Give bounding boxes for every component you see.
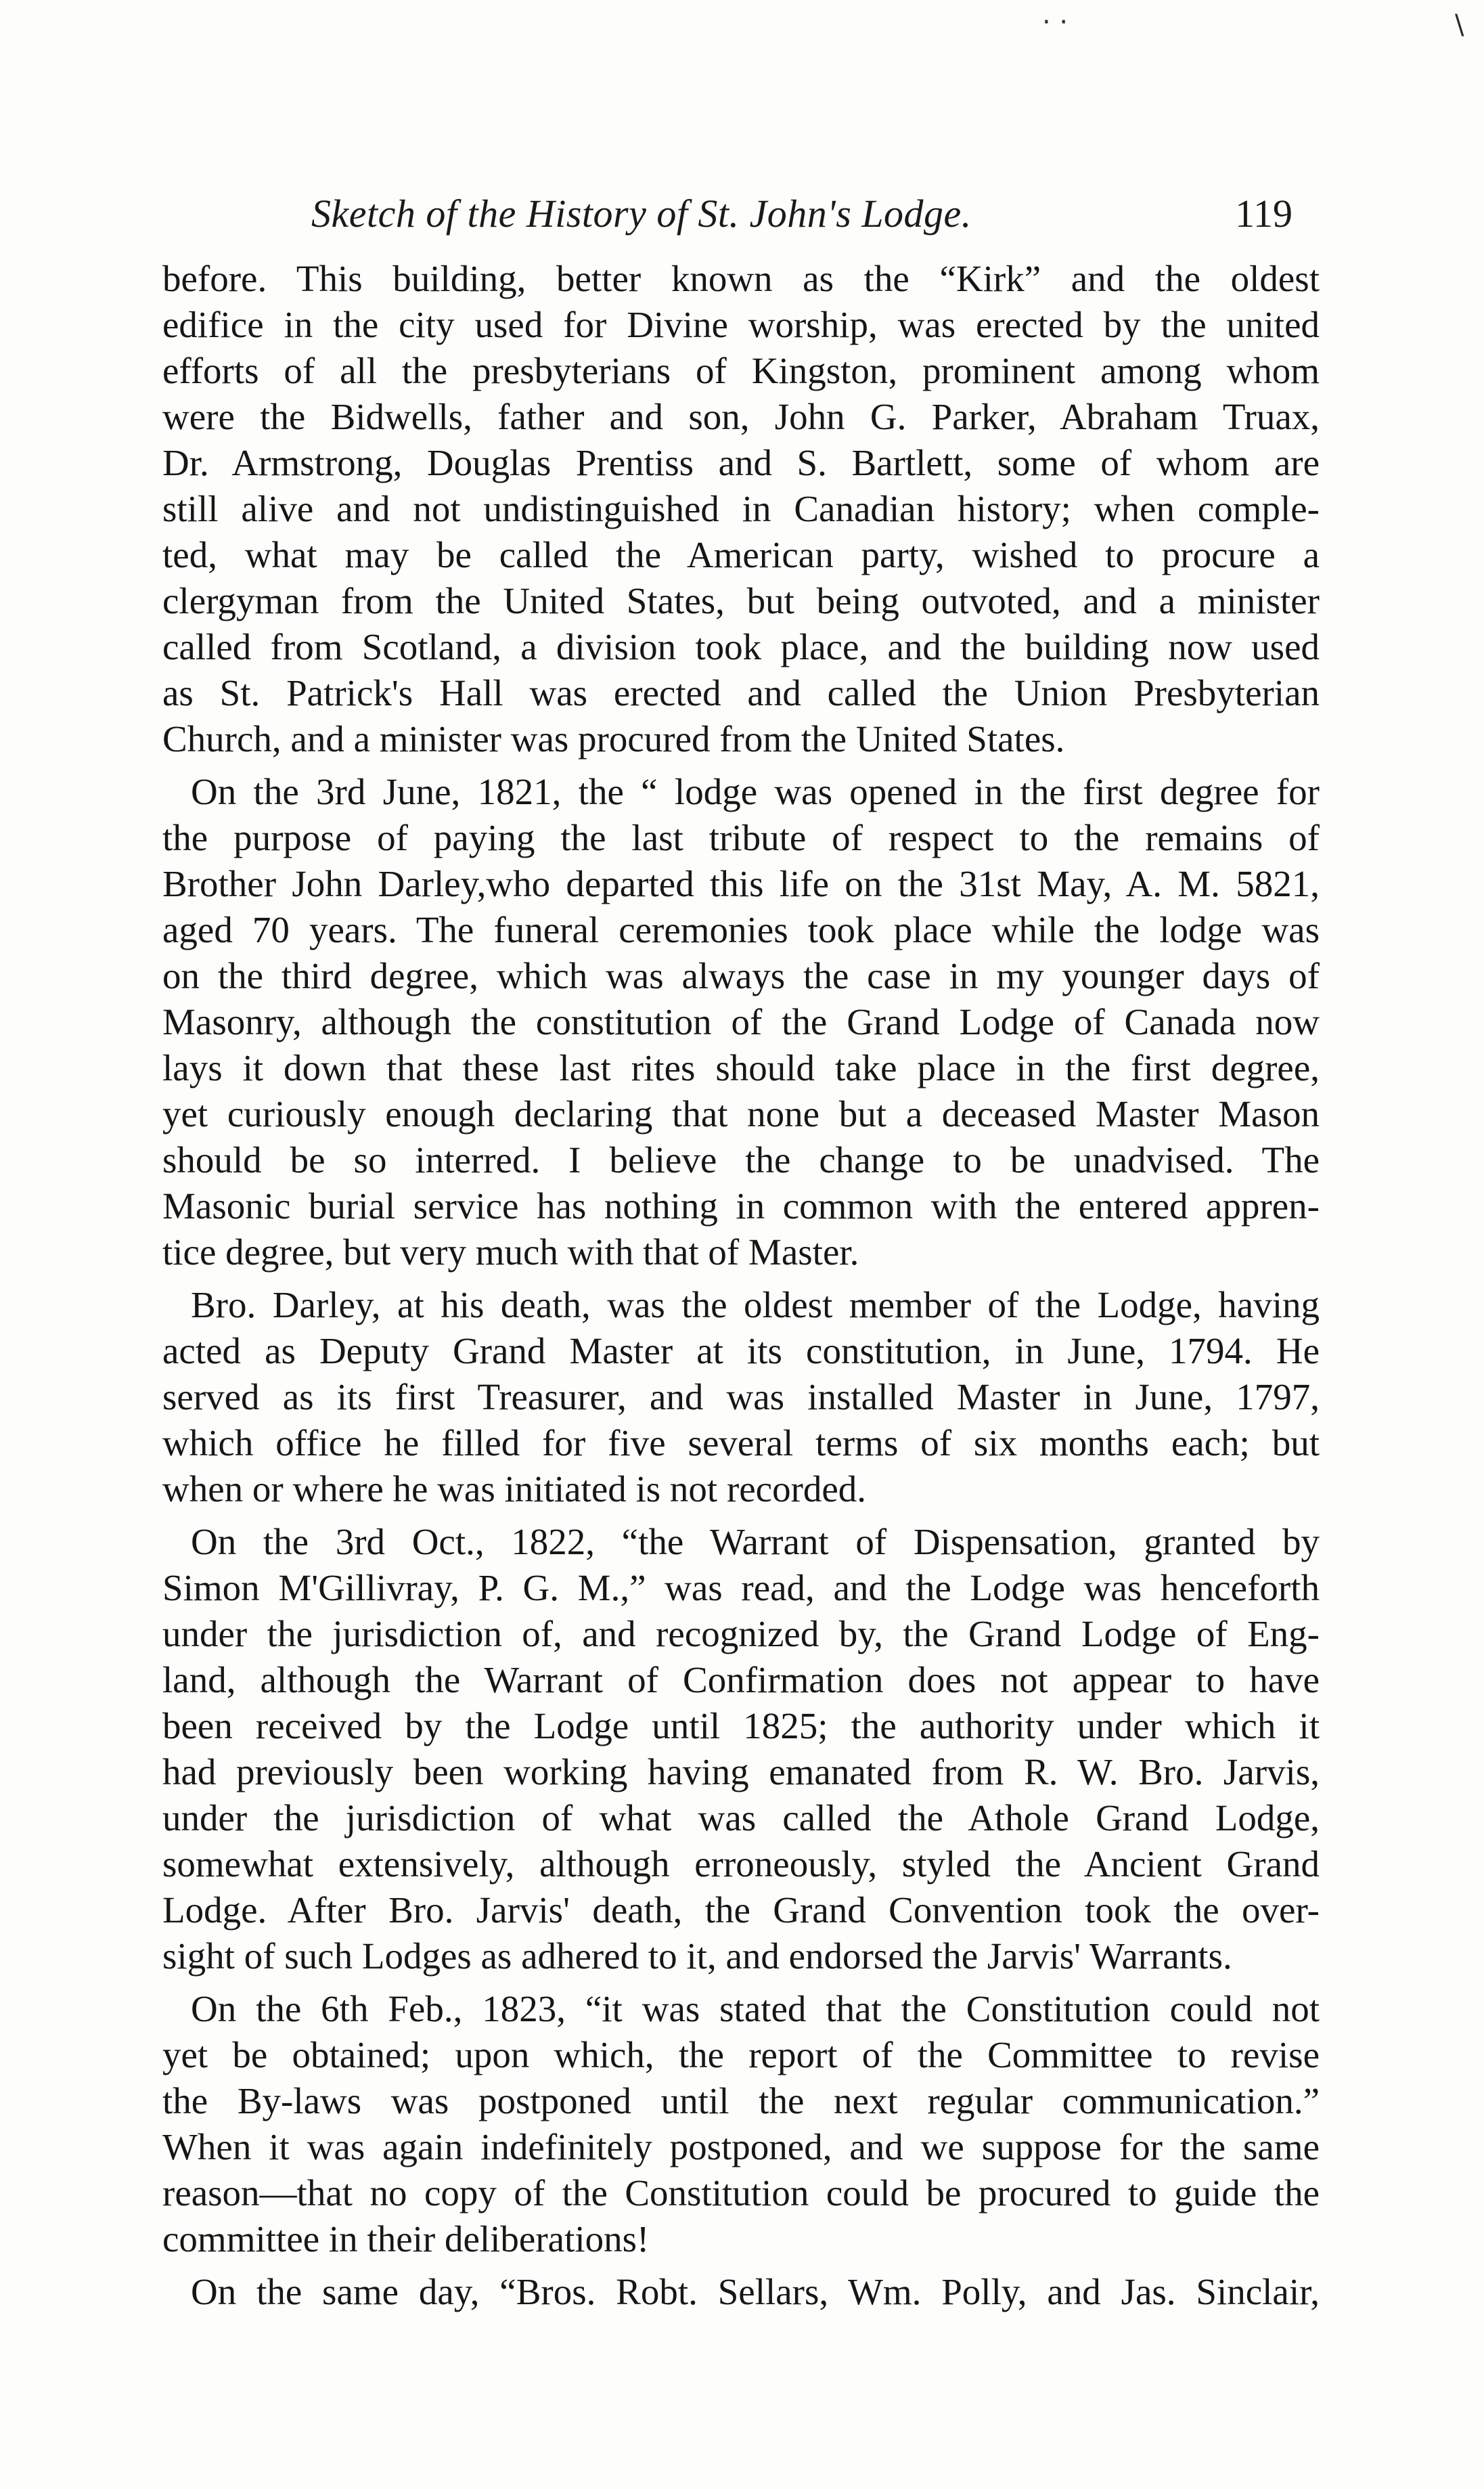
- text-line: on the third degree, which was always the case in my younger days of: [162, 955, 1320, 996]
- page-header: [162, 191, 1320, 252]
- text-line: On the 6th Feb., 1823, “it was stated that the Constitution could not: [191, 1988, 1320, 2029]
- text-line: served as its first Treasurer, and was installed Master in June, 1797,: [162, 1376, 1320, 1417]
- text-line: Dr. Armstrong, Douglas Prentiss and S. Bartlett, some of whom are: [162, 442, 1320, 483]
- text-line: Brother John Darley,who departed this life on the 31st May, A. M. 5821,: [162, 863, 1320, 904]
- text-line: called from Scotland, a division took place, and the building now used: [162, 626, 1320, 667]
- paragraph: [162, 769, 1320, 1275]
- text-line: lays it down that these last rites should take place in the first degree,: [162, 1047, 1320, 1088]
- text-line: acted as Deputy Grand Master at its constitution, in June, 1794. He: [162, 1330, 1320, 1371]
- text-line: as St. Patrick's Hall was erected and called the Union Presbyterian: [162, 672, 1320, 713]
- text-line: land, although the Warrant of Confirmation does not appear to have: [162, 1659, 1320, 1700]
- body-text: [162, 256, 1320, 2322]
- text-line: Lodge. After Bro. Jarvis' death, the Grand Convention took the over-: [162, 1889, 1320, 1931]
- text-line: Masonry, although the constitution of the Grand Lodge of Canada now: [162, 1001, 1320, 1042]
- text-line: On the same day, “Bros. Robt. Sellars, Wm. Polly, and Jas. Sinclair,: [191, 2271, 1320, 2312]
- scan-speck: \: [1455, 9, 1464, 41]
- text-line: sight of such Lodges as adhered to it, and endorsed the Jarvis' Warrants.: [162, 1935, 1232, 1977]
- text-line: yet be obtained; upon which, the report of the Committee to revise: [162, 2034, 1320, 2075]
- text-line: under the jurisdiction of, and recognized by, the Grand Lodge of Eng-: [162, 1613, 1320, 1654]
- scan-speck: · ·: [1042, 7, 1069, 38]
- text-line: committee in their deliberations!: [162, 2218, 650, 2260]
- text-line: the By-laws was postponed until the next regular communication.”: [162, 2080, 1320, 2121]
- text-line: should be so interred. I believe the change to be unadvised. The: [162, 1139, 1320, 1181]
- text-line: On the 3rd June, 1821, the “ lodge was opened in the first degree for: [191, 771, 1320, 812]
- text-line: When it was again indefinitely postponed, and we suppose for the same: [162, 2126, 1320, 2167]
- text-line: reason—that no copy of the Constitution could be procured to guide the: [162, 2172, 1320, 2213]
- text-line: On the 3rd Oct., 1822, “the Warrant of Dispensation, granted by: [191, 1521, 1320, 1562]
- paragraph: [162, 1282, 1320, 1512]
- text-line: ted, what may be called the American party, wished to procure a: [162, 534, 1320, 575]
- text-line: aged 70 years. The funeral ceremonies took place while the lodge was: [162, 909, 1320, 950]
- text-line: edifice in the city used for Divine worship, was erected by the united: [162, 304, 1320, 345]
- text-line: Simon M'Gillivray, P. G. M.,” was read, and the Lodge was henceforth: [162, 1567, 1320, 1608]
- paragraph: [162, 1519, 1320, 1979]
- text-line: were the Bidwells, father and son, John G. Parker, Abraham Truax,: [162, 396, 1320, 437]
- paragraph: [162, 2269, 1320, 2315]
- paragraph: [162, 1986, 1320, 2262]
- text-line: which office he filled for five several terms of six months each; but: [162, 1422, 1320, 1463]
- text-line: had previously been working having emanated from R. W. Bro. Jarvis,: [162, 1751, 1320, 1792]
- text-line: still alive and not undistinguished in Canadian history; when comple-: [162, 488, 1320, 529]
- text-line: Bro. Darley, at his death, was the oldest member of the Lodge, having: [191, 1284, 1320, 1325]
- running-head: Sketch of the History of St. John's Lodge.: [311, 192, 972, 236]
- page-number: 119: [1235, 192, 1292, 236]
- paragraph: [162, 256, 1320, 762]
- text-line: been received by the Lodge until 1825; the authority under which it: [162, 1705, 1320, 1746]
- text-line: before. This building, better known as the “Kirk” and the oldest: [162, 258, 1320, 299]
- text-line: Church, and a minister was procured from the United States.: [162, 718, 1065, 759]
- text-line: the purpose of paying the last tribute of respect to the remains of: [162, 817, 1320, 858]
- text-line: Masonic burial service has nothing in common with the entered appren-: [162, 1185, 1320, 1227]
- text-line: efforts of all the presbyterians of Kingston, prominent among whom: [162, 350, 1320, 391]
- text-line: when or where he was initiated is not recorded.: [162, 1468, 867, 1510]
- text-line: clergyman from the United States, but being outvoted, and a minister: [162, 580, 1320, 621]
- text-line: tice degree, but very much with that of Master.: [162, 1231, 859, 1273]
- text-line: under the jurisdiction of what was called the Athole Grand Lodge,: [162, 1797, 1320, 1838]
- text-line: somewhat extensively, although erroneously, styled the Ancient Grand: [162, 1843, 1320, 1885]
- text-line: yet curiously enough declaring that none but a deceased Master Mason: [162, 1093, 1320, 1135]
